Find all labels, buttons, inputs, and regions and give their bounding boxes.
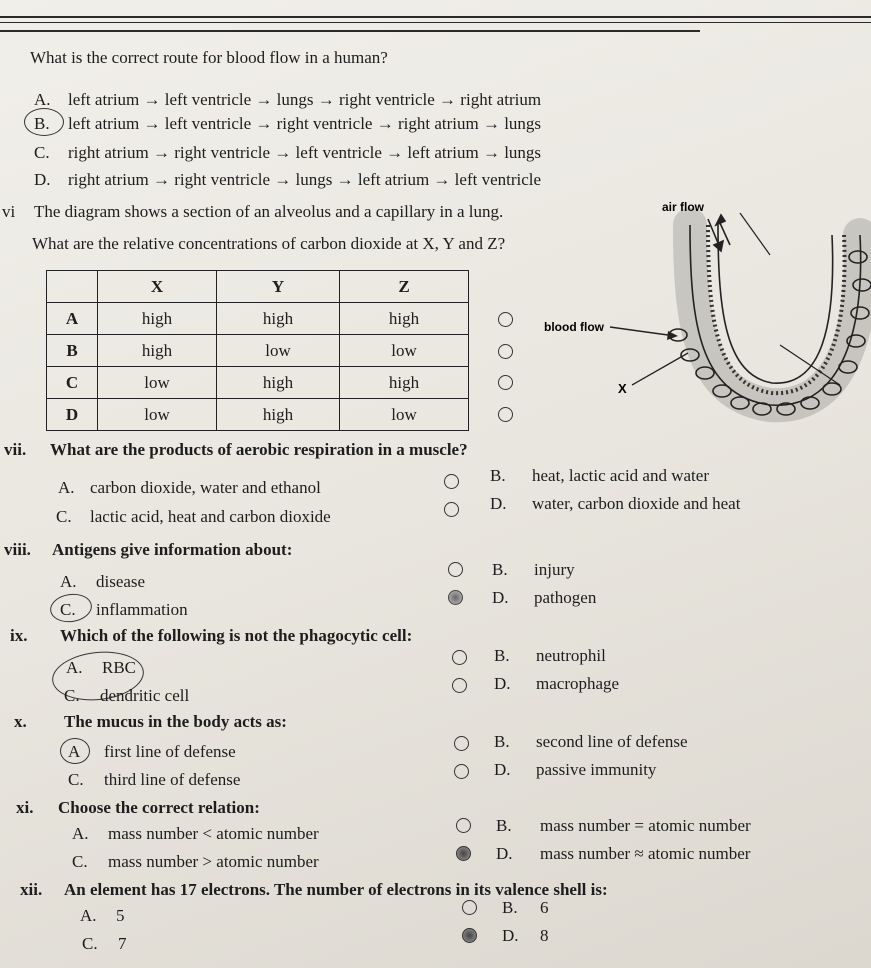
option-text[interactable]: disease [96,572,146,591]
table-row[interactable] [47,335,469,367]
question-prompt-aerobic: What are the products of aerobic respiration in a muscle? [50,440,468,459]
option-text[interactable]: mass number ≈ atomic number [540,844,751,863]
option-letter: A. [60,572,77,591]
table-header-x: X [98,271,217,303]
answer-bubble[interactable] [454,736,469,751]
table-row[interactable] [47,303,469,335]
option-letter: A. [66,658,83,677]
option-letter: C. [64,686,80,705]
option-letter: B. [34,114,50,133]
question-prompt-mucus: The mucus in the body acts as: [64,712,287,731]
option-letter: A. [72,824,89,843]
table-header-z: Z [340,271,469,303]
cell-x: low [98,367,217,399]
question-subprompt-co2: What are the relative concentrations of carbon dioxide at X, Y and Z? [32,234,506,253]
option-letter: D. [494,674,511,693]
question-number: viii. [4,540,31,559]
show-through-text [640,60,644,76]
table-header-y: Y [217,271,340,303]
option-letter: B. [490,466,506,485]
cell-z: low [340,335,469,367]
question-prompt-blood-flow: What is the correct route for blood flow in a human? [30,48,388,67]
option-text[interactable]: 6 [540,898,549,917]
option-letter: D. [490,494,507,513]
cell-z: high [340,303,469,335]
option-letter: A. [80,906,97,925]
cell-y: low [217,335,340,367]
table-header-empty [47,271,98,303]
option-text[interactable]: 7 [118,934,127,953]
question-number: ix. [10,626,28,645]
option-letter: C. [68,770,84,789]
answer-bubble[interactable] [452,678,467,693]
option-letter: C. [82,934,98,953]
option-text[interactable]: injury [534,560,575,579]
option-text[interactable]: mass number > atomic number [108,852,319,871]
top-rule-1 [0,16,871,18]
cell-y: high [217,303,340,335]
answer-bubble[interactable] [444,474,459,489]
question-prompt-alveolus: The diagram shows a section of an alveolus and a capillary in a lung. [34,202,504,221]
option-letter: A. [58,478,75,497]
answer-bubble[interactable] [452,650,467,665]
cell-z: high [340,367,469,399]
option-text[interactable]: left atrium → left ventricle → right ventricle → right atrium → lungs [68,114,542,133]
answer-bubble-d[interactable] [498,407,513,422]
answer-bubble-b[interactable] [498,344,513,359]
cell-x: high [98,303,217,335]
co2-concentration-table [46,270,469,431]
option-letter: A. [34,90,51,109]
option-text[interactable]: 5 [116,906,125,925]
top-rule-3 [0,30,700,32]
option-letter: A [68,742,81,761]
option-letter: C. [60,600,76,619]
answer-bubble[interactable] [462,900,477,915]
option-text[interactable]: water, carbon dioxide and heat [532,494,741,513]
alveolus-capillary-diagram [540,195,871,435]
option-text[interactable]: third line of defense [104,770,241,789]
option-letter: B. [494,646,510,665]
option-letter: B. [492,560,508,579]
option-letter: C. [56,507,72,526]
question-number: xi. [16,798,34,817]
option-text[interactable]: inflammation [96,600,188,619]
question-number: xii. [20,880,43,899]
option-letter: B. [496,816,512,835]
option-text[interactable]: lactic acid, heat and carbon dioxide [90,507,331,526]
question-number: vi [2,202,16,221]
option-text[interactable]: first line of defense [104,742,236,761]
option-text[interactable]: second line of defense [536,732,688,751]
answer-bubble-a[interactable] [498,312,513,327]
answer-bubble[interactable] [444,502,459,517]
cell-y: high [217,399,340,431]
question-number: vii. [4,440,27,459]
option-letter: D. [34,170,51,189]
row-label: A [47,303,98,335]
option-letter: B. [502,898,518,917]
top-rule-2 [0,22,871,23]
table-header-row [47,271,469,303]
option-text[interactable]: right atrium → right ventricle → left ventricle → left atrium → lungs [68,143,542,162]
option-letter: D. [496,844,513,863]
answer-bubble[interactable] [454,764,469,779]
option-text[interactable]: mass number < atomic number [108,824,319,843]
question-prompt-electrons: An element has 17 electrons. The number of electrons in its valence shell is: [64,880,608,899]
table-row[interactable] [47,367,469,399]
alveolus-diagram-svg [540,195,871,435]
row-label: D [47,399,98,431]
answer-bubble[interactable] [456,818,471,833]
question-prompt-phagocytic: Which of the following is not the phagocytic cell: [60,626,413,645]
answer-bubble-selected[interactable] [462,928,477,943]
row-label: C [47,367,98,399]
option-text[interactable]: carbon dioxide, water and ethanol [90,478,321,497]
question-number: x. [14,712,27,731]
option-text[interactable]: 8 [540,926,549,945]
option-letter: C. [34,143,50,162]
diagram-label-air-flow: air flow [662,200,705,214]
cell-x: high [98,335,217,367]
cell-y: high [217,367,340,399]
cell-x: low [98,399,217,431]
option-letter: D. [502,926,519,945]
option-text[interactable]: mass number = atomic number [540,816,751,835]
option-text[interactable]: left atrium → left ventricle → lungs → right ventricle → right atrium [68,90,542,109]
option-text[interactable]: macrophage [536,674,620,693]
answer-bubble-selected[interactable] [456,846,471,861]
option-letter: D. [492,588,509,607]
option-text[interactable]: pathogen [534,588,597,607]
option-letter: D. [494,760,511,779]
option-letter: B. [494,732,510,751]
option-letter: C. [72,852,88,871]
question-prompt-antigens: Antigens give information about: [52,540,293,559]
answer-bubble-c[interactable] [498,375,513,390]
option-text[interactable]: neutrophil [536,646,606,665]
cell-z: low [340,399,469,431]
diagram-label-blood-flow: blood flow [544,320,604,334]
option-text[interactable]: RBC [102,658,137,677]
table-row[interactable] [47,399,469,431]
row-label: B [47,335,98,367]
diagram-label-x: X [618,381,627,396]
answer-bubble[interactable] [448,562,463,577]
option-text[interactable]: passive immunity [536,760,657,779]
option-text[interactable]: dendritic cell [100,686,190,705]
option-text[interactable]: heat, lactic acid and water [532,466,709,485]
option-text[interactable]: right atrium → right ventricle → lungs → left atrium → left ventricle [68,170,542,189]
answer-bubble-selected[interactable] [448,590,463,605]
question-prompt-relation: Choose the correct relation: [58,798,260,817]
